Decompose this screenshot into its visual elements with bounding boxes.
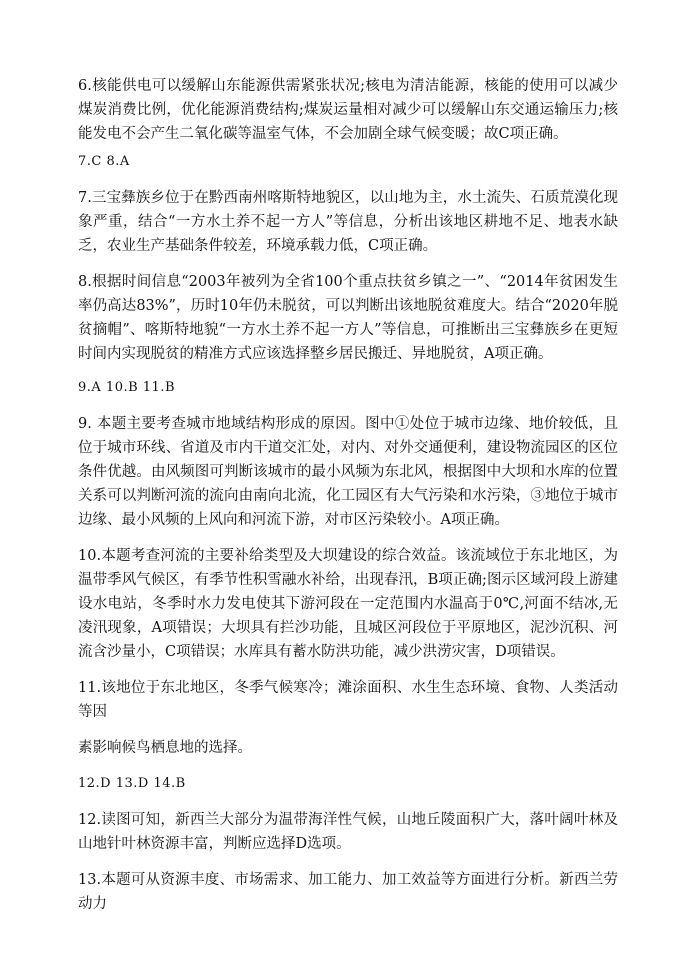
answers-7-8: 7.C 8.A [78,154,130,169]
explanation-q12: 12.读图可知，新西兰大部分为温带海洋性气候，山地丘陵面积广大，落叶阔叶林及山地针叶林资源丰富，判断应选择D选项。 [78,812,618,852]
answer-explanation-page [78,74,618,916]
explanation-q11-line1: 11.该地位于东北地区，冬季气候寒冷；滩涂面积、水生生态环境、食物、人类活动等因 [78,680,618,720]
explanation-q8: 8.根据时间信息“2003年被列为全省100个重点扶贫乡镇之一”、“2014年贫困发生率仍高达83%”，历时10年仍未脱贫，可以判断出该地脱贫难度大。结合“2020年脱贫摘帽”、喀斯特地貌“一方水土养不起一方人”等信息，可推断出三宝彝族乡在更短时间内实现脱贫的精准方式应该选择整乡居民搬迁、异地脱贫，A项正确。 [78,274,618,362]
answers-9-11: 9.A 10.B 11.B [78,380,176,395]
explanation-q13: 13.本题可从资源丰度、市场需求、加工能力、加工效益等方面进行分析。新西兰劳动力 [78,872,618,912]
explanation-q6: 6.核能供电可以缓解山东能源供需紧张状况;核电为清洁能源，核能的使用可以减少煤炭消费比例，优化能源消费结构;煤炭运量相对减少可以缓解山东交通运输压力;核能发电不会产生二氧化碳等温室气体，不会加剧全球气候变暖；故C项正确。 [78,78,618,142]
answers-12-14: 12.D 13.D 14.B [78,776,186,791]
explanation-q10: 10.本题考查河流的主要补给类型及大坝建设的综合效益。该流域位于东北地区，为温带季风气候区，有季节性积雪融水补给，出现春汛，B项正确;图示区域河段上游建设水电站，冬季时水力发电使其下游河段在一定范围内水温高于0℃,河面不结冰,无凌汛现象，A项错误；大坝具有拦沙功能，且城区河段位于平原地区，泥沙沉积、河流含沙量小，C项错误；水库具有蓄水防洪功能，减少洪涝灾害，D项错误。 [78,548,618,660]
explanation-q7: 7.三宝彝族乡位于在黔西南州喀斯特地貌区，以山地为主，水土流失、石质荒漠化现象严重，结合“一方水土养不起一方人”等信息，分析出该地区耕地不足、地表水缺乏，农业生产基础条件较差，环境承载力低，C项正确。 [78,190,618,254]
explanation-q9: 9. 本题主要考查城市地域结构形成的原因。图中①处位于城市边缘、地价较低，且位于城市环线、省道及市内干道交汇处，对内、对外交通便利，建设物流园区的区位条件优越。由风频图可判断该城市的最小风频为东北风，根据图中大坝和水库的位置关系可以判断河流的流向由南向北流，化工园区有大气污染和水污染，③地位于城市边缘、最小风频的上风向和河流下游，对市区污染较小。A项正确。 [78,416,618,528]
explanation-q11-line2: 素影响候鸟栖息地的选择。 [78,740,252,756]
